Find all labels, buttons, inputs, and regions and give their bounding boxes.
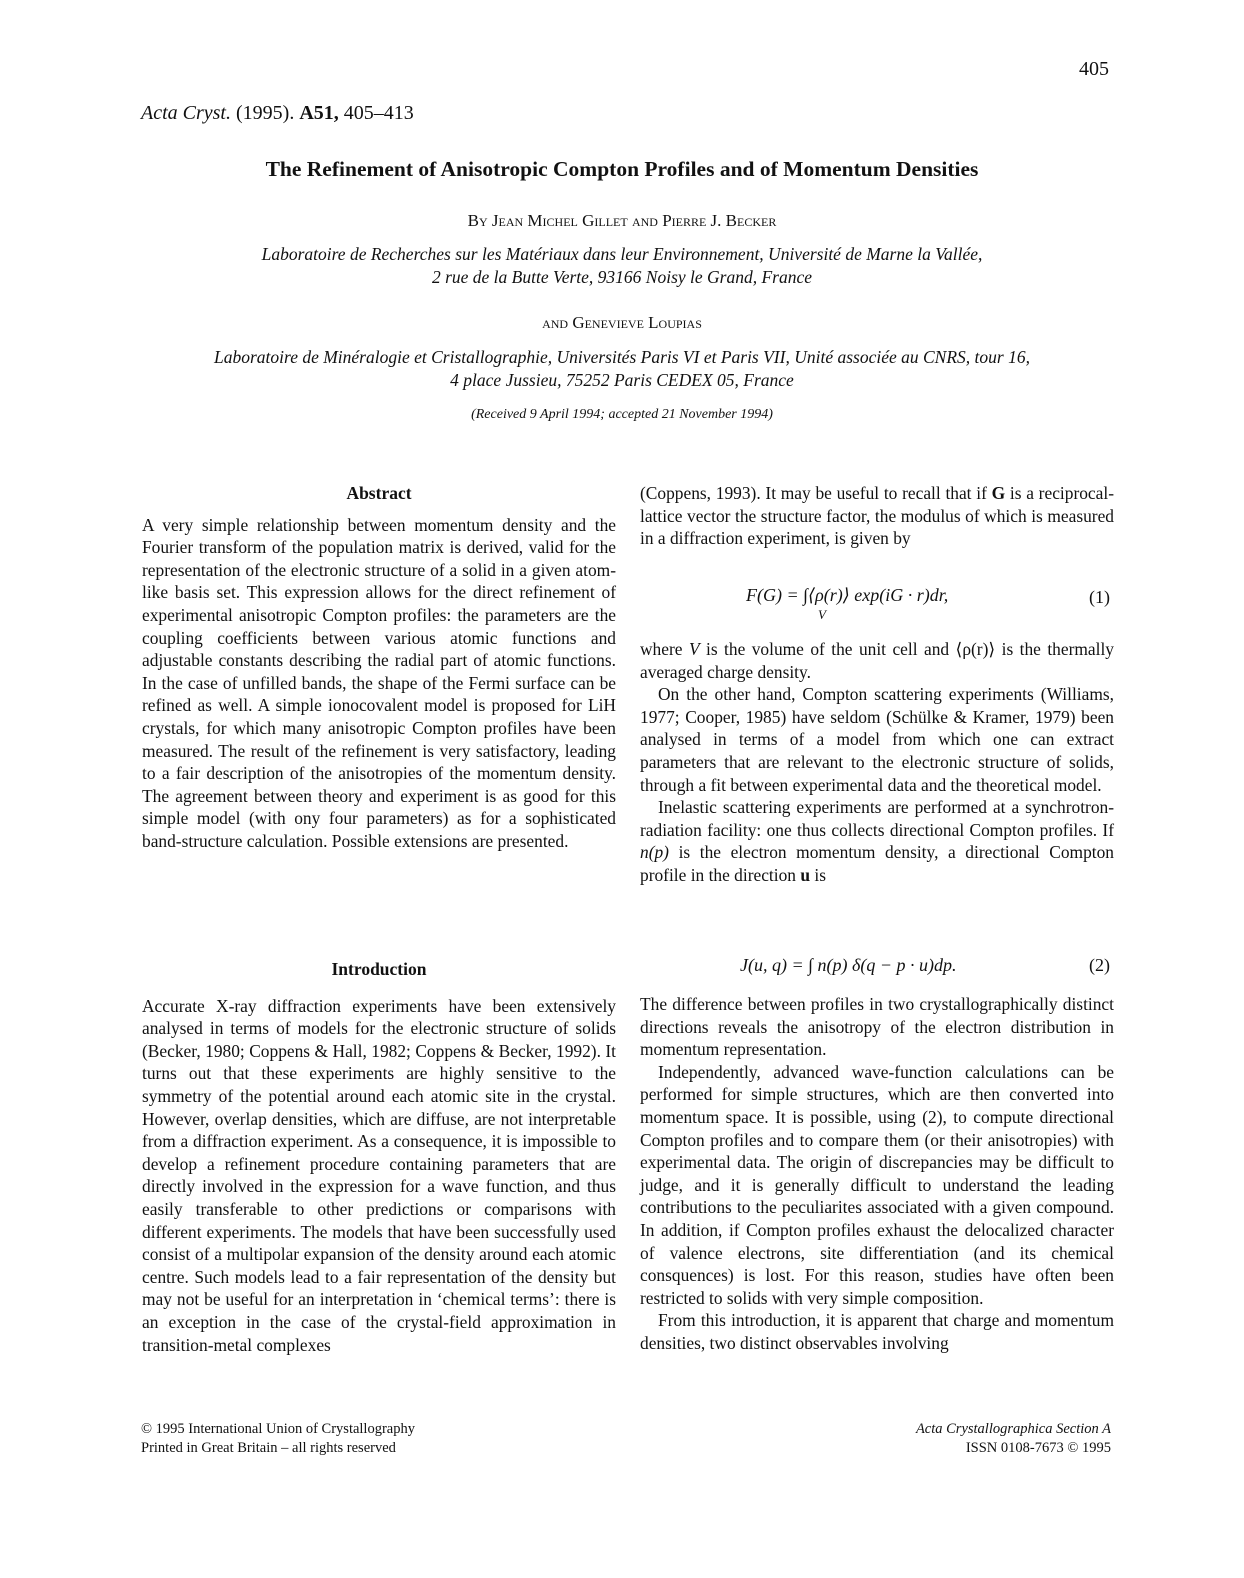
equation-2: J(u, q) = ∫ n(p) δ(q − p · u)dp. [740, 955, 957, 975]
introduction-heading: Introduction [331, 959, 427, 979]
footer-journal-info [800, 1420, 1111, 1458]
authors-line-1: By Jean Michel Gillet and Pierre J. Becker [467, 211, 777, 230]
paragraph-difference: The difference between profiles in two crystallographically distinct directions reveals the anisotropy of the electron distribution in momentum representation. [640, 994, 1114, 1060]
paragraph-compton-scattering: On the other hand, Compton scattering experiments (Williams, 1977; Cooper, 1985) have seldom (Schülke & Kramer, 1979) been analysed in terms of a model from which one can extract parameters that are relevant to the electronic structure of solids, through a fit between experimental data and the theoretical model. [640, 684, 1114, 795]
authors-line-2: and Genevieve Loupias [542, 313, 702, 332]
journal-reference [141, 102, 414, 125]
paragraph-inelastic-scattering: Inelastic scattering experiments are performed at a synchrotron-radiation facility: one thus collects directional Compton profiles. If n(p) is the electron momentum density, a directional Compton profile in the direction u is [640, 797, 1114, 885]
paragraph-from-this-introduction: From this introduction, it is apparent that charge and momentum densities, two distinct observables involving [640, 1310, 1114, 1353]
footer-right-line-2: ISSN 0108-7673 © 1995 [965, 1440, 1111, 1456]
introduction-paragraph-1: Accurate X-ray diffraction experiments have been extensively analysed in terms of models for the electronic structure of solids (Becker, 1980; Coppens & Hall, 1982; Coppens & Becker, 1992). It turns out that these experiments are highly sensitive to the symmetry of the potential around each atomic site in the crystal. However, overlap densities, which are diffuse, are not interpretable from a diffraction experiment. As a consequence, it is impossible to develop a refinement procedure containing parameters that are directly involved in the expression for a wave function, and thus easily transferable to other predictions or comparisons with different experiments. The models that have been successfully used consist of a multipolar expansion of the density around each atomic centre. Such models lead to a fair representation of the density but may not be useful for an interpretation in ‘chemical terms’: there is an exception in the case of the crystal-field approximation in transition-metal complexes [142, 995, 616, 1355]
journal-year: (1995). [236, 102, 295, 124]
affiliation-1 [120, 243, 1124, 289]
received-dates: (Received 9 April 1994; accepted 21 November 1994) [471, 407, 773, 422]
paragraph-where: where V is the volume of the unit cell and ⟨ρ(r)⟩ is the thermally averaged charge density. [640, 639, 1114, 682]
journal-name: Acta Cryst. [141, 102, 231, 124]
footer-left-line-2: Printed in Great Britain – all rights reserved [141, 1440, 396, 1456]
right-column-bottom [640, 993, 1114, 1355]
affiliation-1-line-1: Laboratoire de Recherches sur les Matériaux dans leur Environnement, Université de Marne la Vallée, [261, 244, 983, 264]
affiliation-2-line-1: Laboratoire de Minéralogie et Cristallographie, Universités Paris VI et Paris VII, Unité associée au CNRS, tour 16, [214, 347, 1030, 367]
footer-right-line-1: Acta Crystallographica Section A [915, 1421, 1111, 1437]
paragraph-coppens-continuation: (Coppens, 1993). It may be useful to recall that if G is a reciprocal-lattice vector the structure factor, the modulus of which is measured in a diffraction experiment, is given by [640, 483, 1114, 549]
affiliation-1-line-2: 2 rue de la Butte Verte, 93166 Noisy le Grand, France [431, 267, 813, 287]
article-title: The Refinement of Anisotropic Compton Profiles and of Momentum Densities [265, 157, 979, 181]
equation-2-number: (2) [1089, 955, 1110, 975]
abstract-text: A very simple relationship between momentum density and the Fourier transform of the population matrix is derived, valid for the representation of the electronic structure of a solid in a given atom-like basis set. This expression allows for the direct refinement of experimental anisotropic Compton profiles: the parameters are the coupling coefficients between various atomic functions and adjustable constants describing the radial part of atomic functions. In the case of unfilled bands, the shape of the Fermi surface can be refined as well. A simple ionocovalent model is proposed for LiH crystals, for which many anisotropic Compton profiles have been measured. The result of the refinement is very satisfactory, leading to a fair description of the anisotropies of the momentum density. The agreement between theory and experiment is as good for this simple model (with ony four parameters) as for a sophisticated band-structure calculation. Possible extensions are presented. [142, 514, 616, 851]
affiliation-2-line-2: 4 place Jussieu, 75252 Paris CEDEX 05, France [450, 370, 794, 390]
footer-copyright [141, 1420, 415, 1458]
equation-1 [746, 585, 949, 622]
page-number: 405 [1079, 58, 1109, 80]
abstract-heading: Abstract [346, 483, 412, 503]
right-column-middle [640, 638, 1114, 887]
introduction-section [142, 958, 616, 1356]
right-column-top [640, 482, 1114, 550]
journal-pages: 405–413 [343, 102, 414, 124]
journal-volume: A51, [299, 102, 339, 124]
equation-1-number: (1) [1089, 587, 1110, 607]
equation-1-subscript: V [818, 607, 826, 622]
equation-1-text: F(G) = ∫⟨ρ(r)⟩ exp(iG · r)dr, [746, 585, 949, 605]
affiliation-2 [120, 346, 1124, 392]
footer-left-line-1: © 1995 International Union of Crystallography [141, 1421, 415, 1437]
paragraph-independently: Independently, advanced wave-function calculations can be performed for simple structures, which are then converted into momentum space. It is possible, using (2), to compute directional Compton profiles and to compare them (or their anisotropies) with experimental data. The origin of discrepancies may be difficult to judge, and it is generally difficult to understand the leading contributions to the peculiarites associated with a given compound. In addition, if Compton profiles exhaust the delocalized character of valence electrons, site differentiation (and its chemical consquences) is lost. For this reason, studies have often been restricted to solids with very simple composition. [640, 1061, 1114, 1308]
abstract-section [142, 482, 616, 853]
